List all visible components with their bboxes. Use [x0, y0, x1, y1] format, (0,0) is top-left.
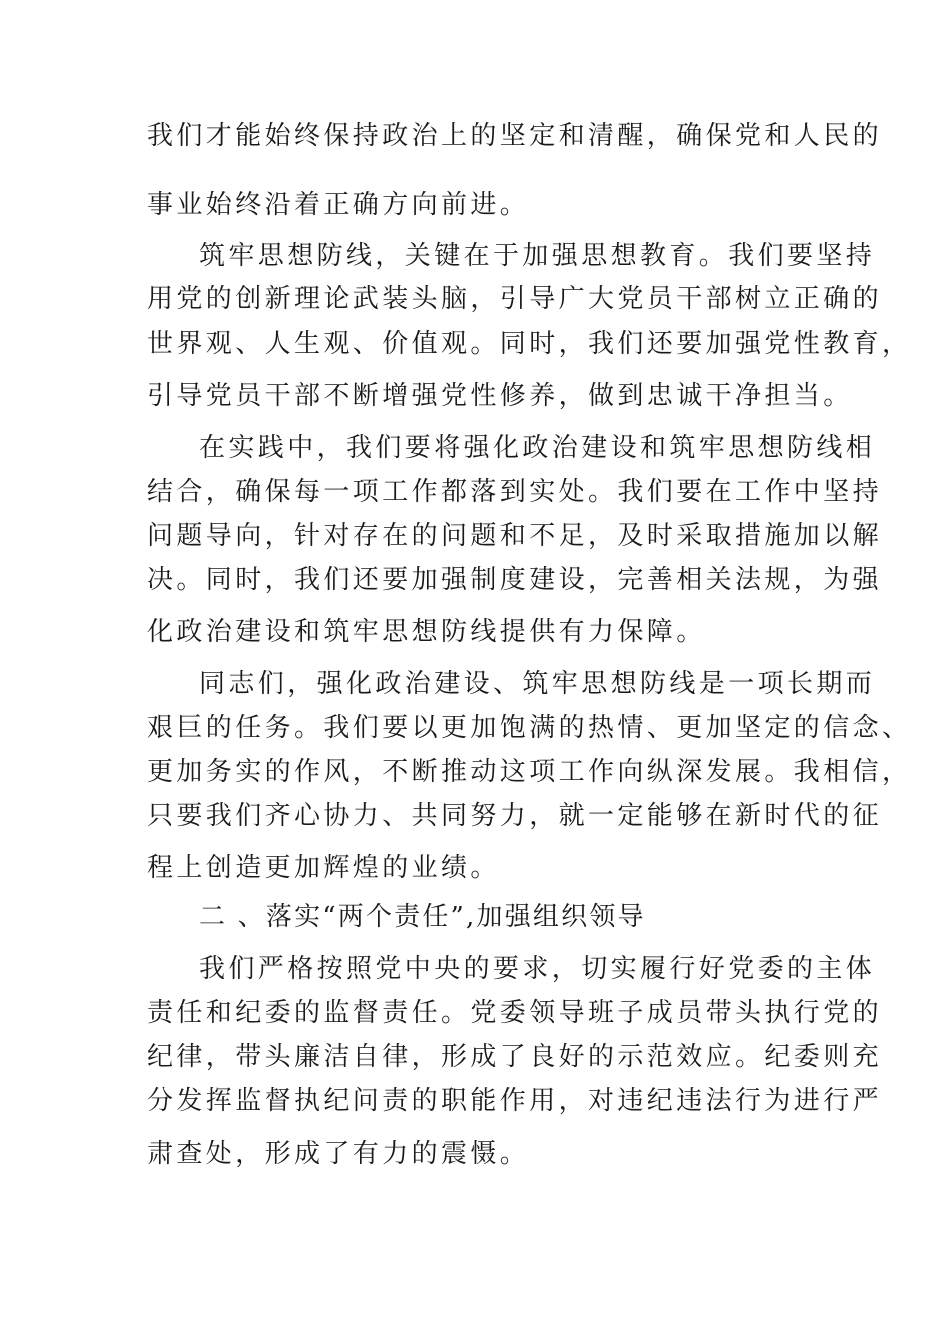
paragraph-3-line-1: 在实践中，我们要将强化政治建设和筑牢思想防线相: [199, 433, 876, 463]
paragraph-2-line-2: 用党的创新理论武装头脑，引导广大党员干部树立正确的: [147, 284, 883, 314]
paragraph-2-line-3: 世界观、人生观、价值观。同时，我们还要加强党性教育，: [147, 329, 912, 359]
paragraph-5-line-2: 责任和纪委的监督责任。党委领导班子成员带头执行党的: [147, 998, 883, 1028]
paragraph-5-line-3: 纪律，带头廉洁自律，形成了良好的示范效应。纪委则充: [147, 1042, 883, 1072]
paragraph-1-line-2: 事业始终沿着正确方向前进。: [147, 190, 530, 220]
paragraph-1-line-1: 我们才能始终保持政治上的坚定和清醒，确保党和人民的: [147, 121, 883, 151]
paragraph-5-line-4: 分发挥监督执纪问责的职能作用，对违纪违法行为进行严: [147, 1086, 883, 1116]
paragraph-2-line-1: 筑牢思想防线，关键在于加强思想教育。我们要坚持: [199, 241, 876, 271]
paragraph-4-line-5: 程上创造更加辉煌的业绩。: [147, 853, 500, 883]
paragraph-3-line-5: 化政治建设和筑牢思想防线提供有力保障。: [147, 617, 706, 647]
paragraph-5-line-5: 肃查处，形成了有力的震慑。: [147, 1139, 530, 1169]
paragraph-4-line-3: 更加务实的作风，不断推动这项工作向纵深发展。我相信，: [147, 757, 912, 787]
paragraph-3-line-2: 结合，确保每一项工作都落到实处。我们要在工作中坚持: [147, 477, 883, 507]
paragraph-2-line-4: 引导党员干部不断增强党性修养，做到忠诚干净担当。: [147, 381, 853, 411]
section-heading: 二 、落实“两个责任”,加强组织领导: [199, 902, 646, 932]
paragraph-5-line-1: 我们严格按照党中央的要求，切实履行好党委的主体: [199, 954, 876, 984]
paragraph-3-line-4: 决。同时，我们还要加强制度建设，完善相关法规，为强: [147, 565, 883, 595]
paragraph-4-line-2: 艰巨的任务。我们要以更加饱满的热情、更加坚定的信念、: [147, 713, 912, 743]
paragraph-4-line-1: 同志们，强化政治建设、筑牢思想防线是一项长期而: [199, 669, 876, 699]
paragraph-3-line-3: 问题导向，针对存在的问题和不足，及时采取措施加以解: [147, 521, 883, 551]
paragraph-4-line-4: 只要我们齐心协力、共同努力，就一定能够在新时代的征: [147, 801, 883, 831]
